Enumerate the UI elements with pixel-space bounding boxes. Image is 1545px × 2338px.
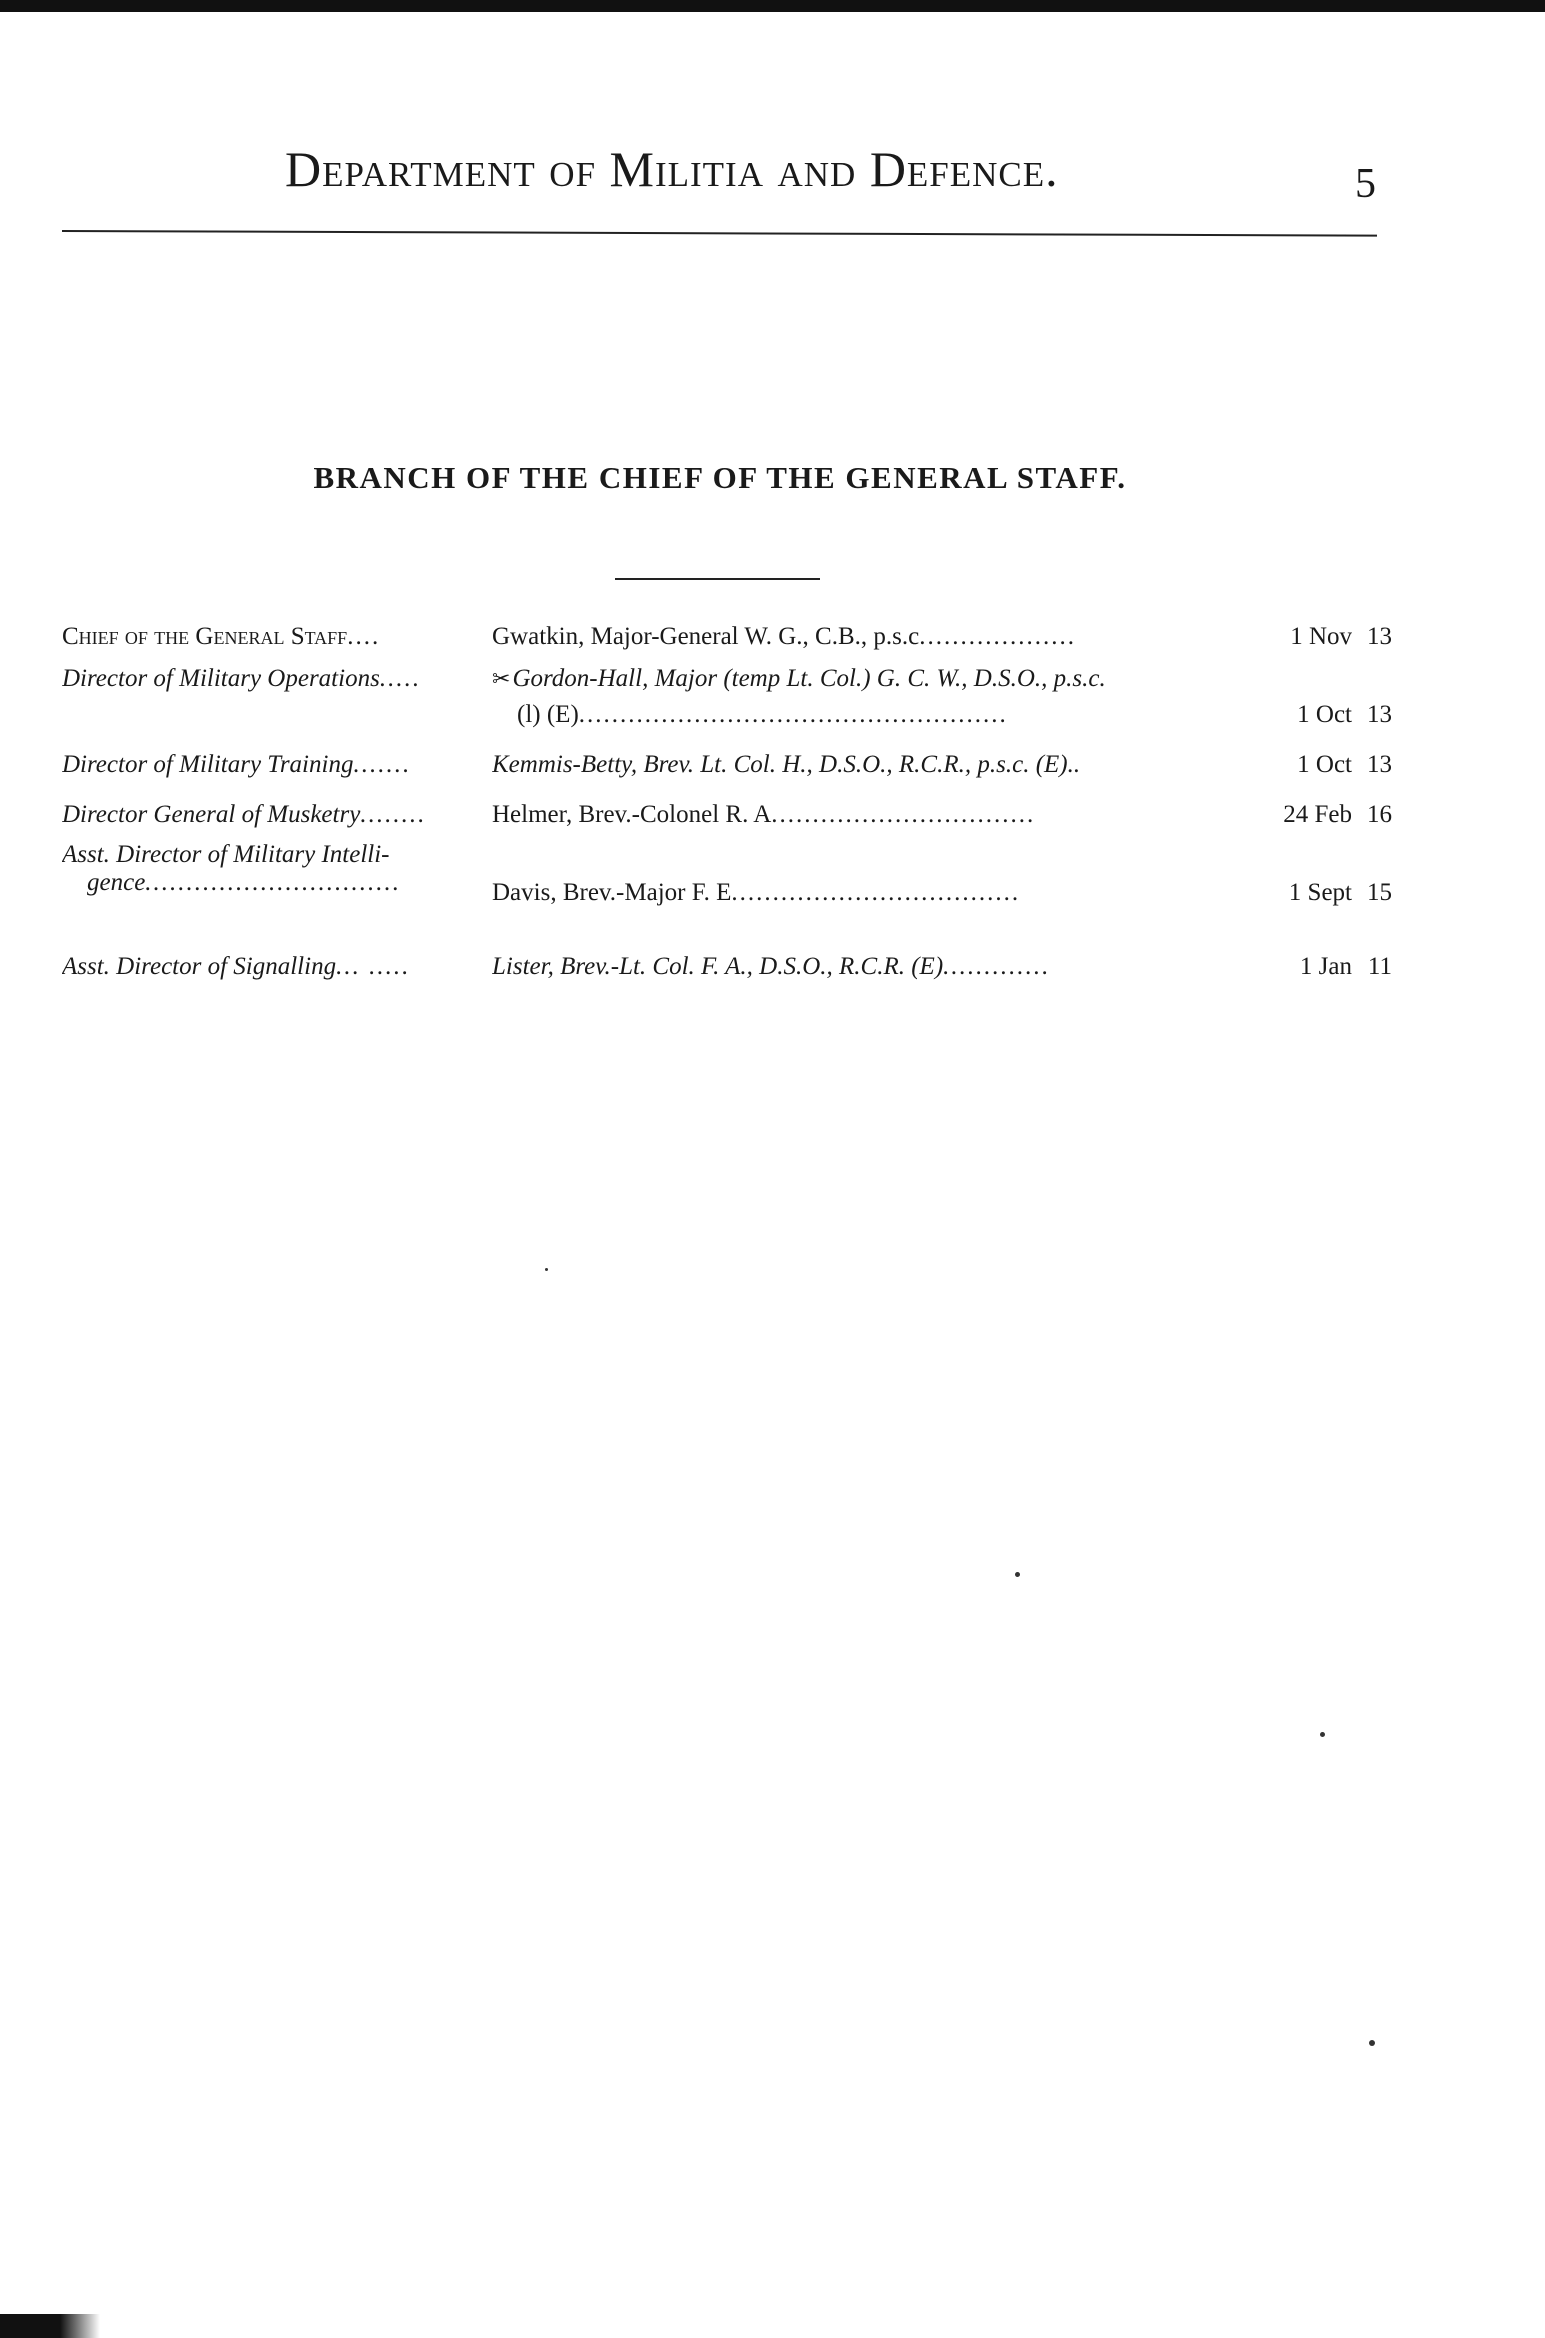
appointment-date: 1 Oct (1297, 751, 1352, 778)
scan-speck (1369, 2040, 1375, 2046)
appointment-year: 13 (1367, 701, 1392, 728)
appointment-year: 11 (1367, 953, 1392, 980)
appointment-title-continuation: gence............................... (87, 869, 402, 896)
appointment-title: Director of Military Training....... (62, 751, 412, 778)
appointment-year: 13 (1367, 751, 1392, 778)
officer-name: ✂Gordon-Hall, Major (temp Lt. Col.) G. C. W., D.S.O., p.s.c. (492, 665, 1106, 692)
appointment-date: 1 Oct (1297, 701, 1352, 728)
scan-edge-bottom (0, 2314, 100, 2338)
page-number: 5 (1355, 161, 1376, 207)
scan-speck (1320, 1732, 1325, 1737)
appointment-title: Director of Military Operations..... (62, 665, 422, 692)
appointment-year: 13 (1367, 623, 1392, 650)
header-rule (62, 230, 1377, 237)
officer-name: Davis, Brev.-Major F. E................................... (492, 879, 1021, 906)
appointment-date: 24 Feb (1283, 801, 1352, 828)
appointment-title: Director General of Musketry........ (62, 801, 427, 828)
officer-name-continuation: (l) (E).................................................... (517, 701, 1008, 728)
appointment-date: 1 Jan (1299, 953, 1352, 980)
officer-name: Kemmis-Betty, Brev. Lt. Col. H., D.S.O., R.C.R., p.s.c. (E).. (492, 751, 1081, 778)
appointment-year: 15 (1367, 879, 1392, 906)
section-title: BRANCH OF THE CHIEF OF THE GENERAL STAFF. (313, 460, 1127, 495)
scan-speck (1015, 1572, 1020, 1577)
appointment-title: Asst. Director of Signalling... ..... (62, 953, 411, 980)
officer-name: Lister, Brev.-Lt. Col. F. A., D.S.O., R.C.R. (E)............. (492, 953, 1051, 980)
scissors-icon: ✂ (492, 666, 511, 691)
officer-name: Gwatkin, Major-General W. G., C.B., p.s.c................... (492, 623, 1076, 650)
officer-name: Helmer, Brev.-Colonel R. A................................ (492, 801, 1036, 828)
appointment-year: 16 (1367, 801, 1392, 828)
scan-speck (545, 1268, 548, 1271)
appointment-date: 1 Sept (1288, 879, 1352, 906)
appointment-title: Asst. Director of Military Intelli- (62, 841, 390, 868)
appointment-title: Chief of the General Staff.... (62, 623, 381, 650)
running-head: Department of Militia and Defence. (285, 141, 1059, 197)
section-title-rule (615, 578, 820, 580)
appointment-date: 1 Nov (1290, 623, 1352, 650)
scan-edge-top (0, 0, 1545, 12)
